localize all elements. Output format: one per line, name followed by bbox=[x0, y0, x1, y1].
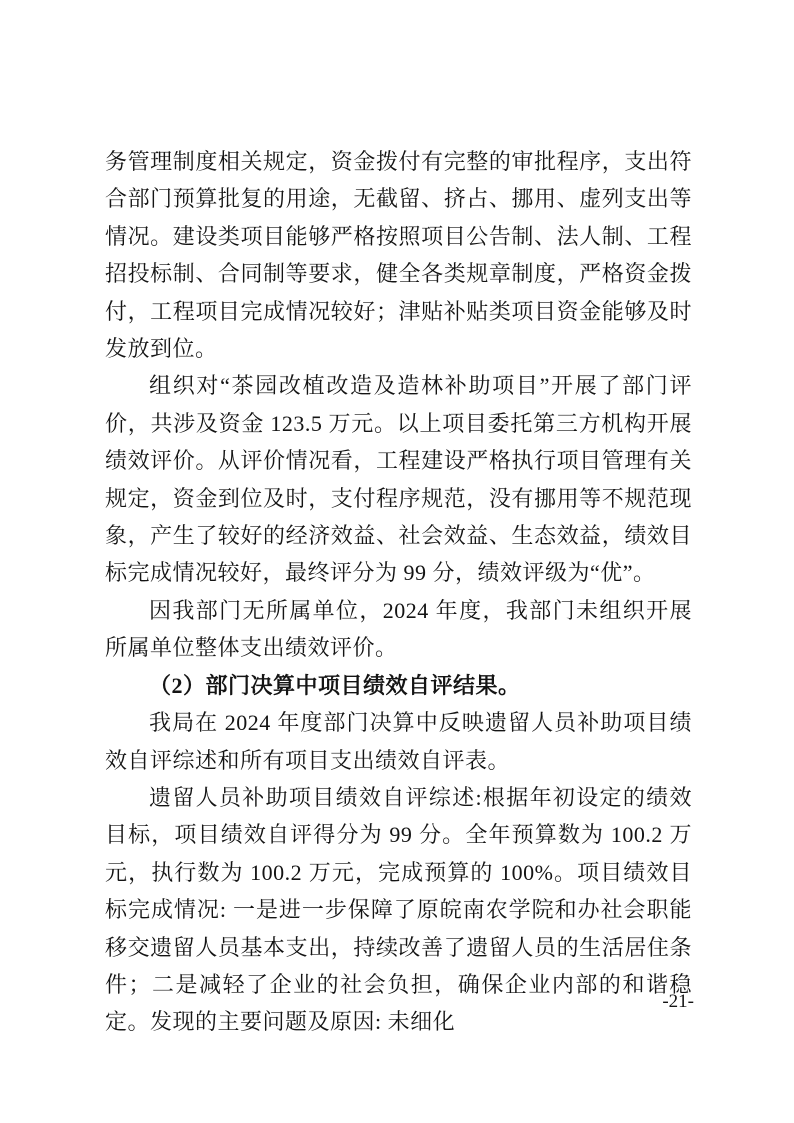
page-number: -21- bbox=[662, 991, 694, 1012]
paragraph-fund-management: 务管理制度相关规定，资金拨付有完整的审批程序，支出符合部门预算批复的用途，无截留、挤占、挪用、虚列支出等情况。建设类项目能够严格按照项目公告制、法人制、工程招投标制、合同制等要求，健全各类规章制度，严格资金拨付，工程项目完成情况较好；津贴补贴类项目资金能够及时发放到位。 bbox=[105, 149, 692, 362]
paragraph-tea-garden-project-evaluation: 组织对“茶园改植改造及造林补助项目”开展了部门评价，共涉及资金 123.5 万元。以上项目委托第三方机构开展绩效评价。从评价情况看，工程建设严格执行项目管理有关规定，资金到位及时，支付程序规范，没有挪用等不规范现象，产生了较好的经济效益、社会效益、生态效益，绩效目标完成情况较好，最终评分为 99 分，绩效评级为“优”。 bbox=[105, 373, 692, 586]
document-body bbox=[105, 143, 692, 1041]
paragraph-no-subordinate-units: 因我部门无所属单位，2024 年度，我部门未组织开展所属单位整体支出绩效评价。 bbox=[105, 597, 692, 661]
paragraph-legacy-personnel-subsidy-summary: 遗留人员补助项目绩效自评综述:根据年初设定的绩效目标，项目绩效自评得分为 99 分。全年预算数为 100.2 万元，执行数为 100.2 万元，完成预算的 100%。项目绩效目标完成情况: 一是进一步保障了原皖南农学院和办社会职能移交遗留人员基本支出，持续改善了遗留人员的生活居住条件；二是减轻了企业的社会负担，确保企业内部的和谐稳定。发现的主要问题及原因: 未细化 bbox=[105, 784, 692, 1035]
section-heading-self-evaluation-results: （2）部门决算中项目绩效自评结果。 bbox=[149, 672, 521, 698]
paragraph-final-accounts-reflection: 我局在 2024 年度部门决算中反映遗留人员补助项目绩效自评综述和所有项目支出绩效自评表。 bbox=[105, 710, 692, 773]
